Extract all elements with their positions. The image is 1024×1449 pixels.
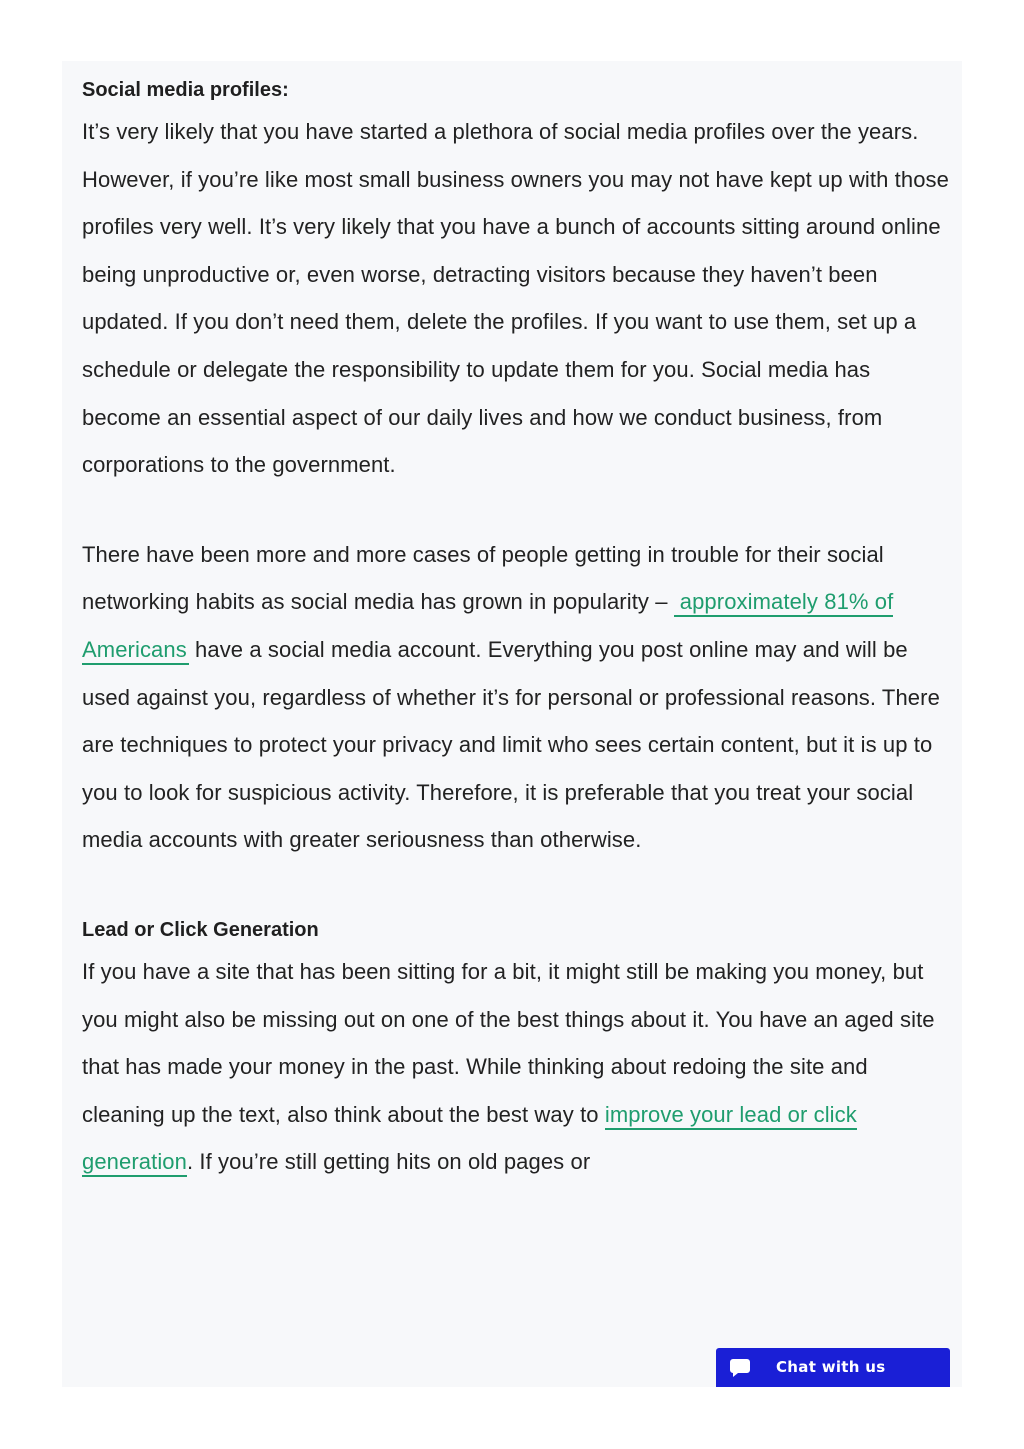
paragraph-text: have a social media account. Everything you post online may and will be used against you, regardless of whether it’s for personal or professional reasons. There are techniques to protect your privacy and limit who sees certain content, but it is up to you to look for suspicious activity. Therefore, it is preferable that you treat your social media accounts with greater seriousness than otherwise. (82, 636, 940, 853)
chat-widget-label: Chat with us (776, 1358, 886, 1376)
article-body (82, 72, 952, 1186)
section-heading-lead-generation: Lead or Click Generation (82, 918, 319, 941)
chat-bubble-icon (729, 1357, 751, 1379)
paragraph-social-media-profiles: It’s very likely that you have started a plethora of social media profiles over the years. However, if you’re like most small business owners you may not have kept up with those profiles very well. It’s very likely that you have a bunch of accounts sitting around online being unproductive or, even worse, detracting visitors because they haven’t been updated. If you don’t need them, delete the profiles. If you want to use them, set up a schedule or delegate the responsibility to update them for you. Social media has become an essential aspect of our daily lives and how we conduct business, from corporations to the government. (82, 119, 949, 478)
lead-generation-link[interactable]: improve your lead or click generation (82, 1102, 857, 1178)
section-heading-social-media: Social media profiles: (82, 79, 289, 101)
paragraph-text: . If you’re still getting hits on old pages or (186, 1149, 591, 1175)
paragraph-text: There have been more and more cases of people getting in trouble for their social networking habits as social media has grown in popularity – (82, 541, 884, 615)
chat-widget-button[interactable] (716, 1348, 950, 1387)
paragraph-text: If you have a site that has been sitting for a bit, it might still be making you money, but you might also be missing out on one of the best things about it. You have an aged site that has made your money in the past. While thinking about redoing the site and cleaning up the text, also think about the best way to (82, 958, 935, 1127)
americans-statistic-link[interactable]: approximately 81% of Americans (82, 589, 893, 665)
paragraph-social-networking (82, 531, 952, 864)
paragraph-spacer (82, 489, 952, 531)
paragraph-lead-generation (82, 948, 952, 1186)
section-spacer (82, 864, 952, 912)
